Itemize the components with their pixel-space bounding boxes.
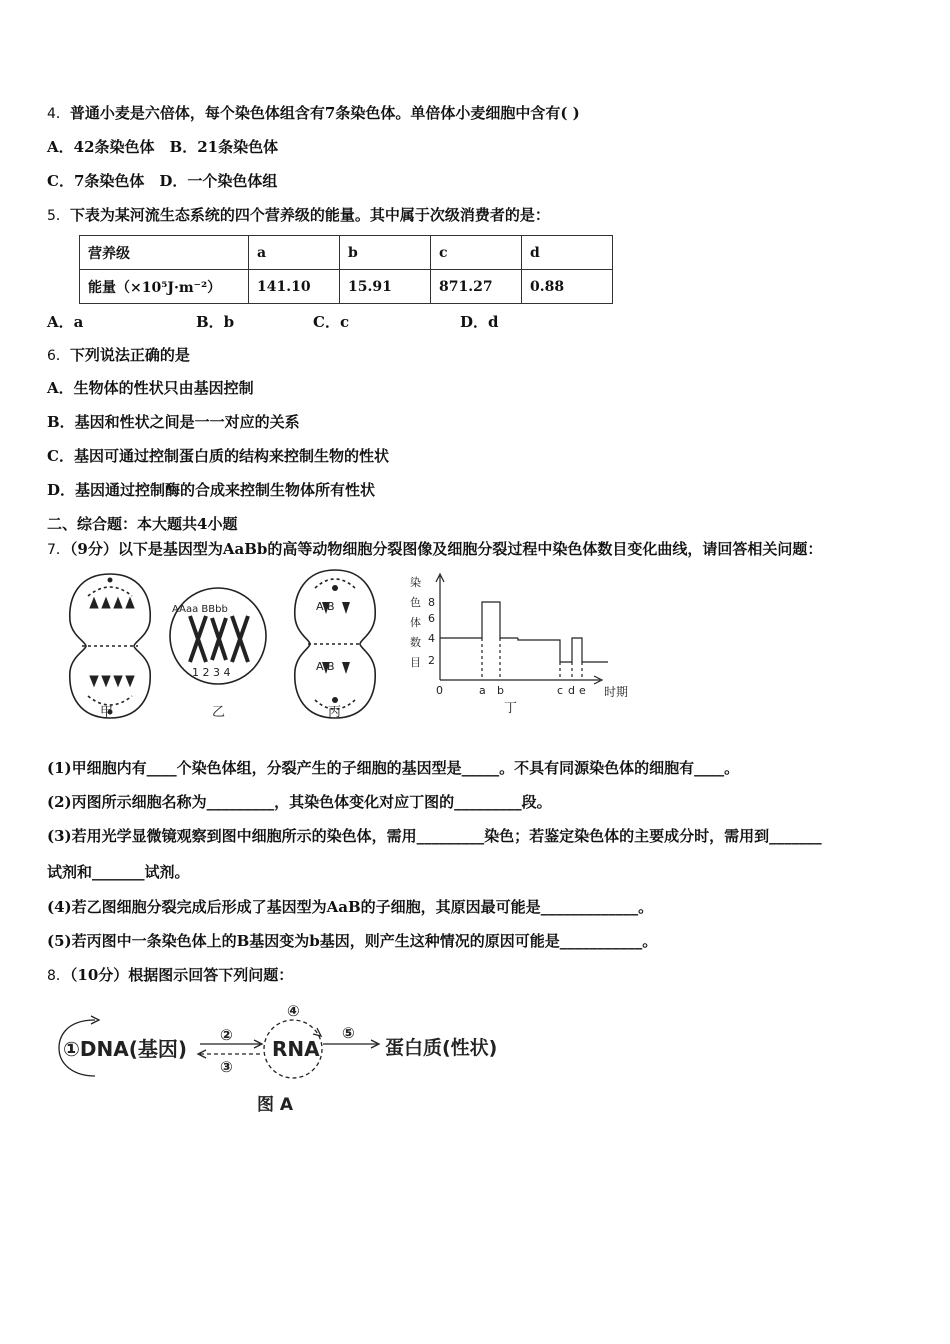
graph-xlabel: e <box>579 684 586 697</box>
graph-ylabel-char: 数 <box>410 636 421 649</box>
yi-numbers: 1 2 3 4 <box>192 666 231 679</box>
bing-top-genes: A B <box>316 600 335 613</box>
graph-xlabel: b <box>497 684 504 697</box>
graph-xlabel: 0 <box>436 684 443 697</box>
table-cell: a <box>249 236 340 270</box>
section-title: 二、综合题：本大题共4小题 <box>47 515 238 533</box>
q7-sub1: (1)甲细胞内有____个染色体组，分裂产生的子细胞的基因型是_____。不具有同源染色体的细胞有____。 <box>47 759 740 777</box>
q7-sub2: (2)丙图所示细胞名称为_________，其染色体变化对应丁图的_________段。 <box>47 793 552 811</box>
yi-letters: AAaa BBbb <box>172 604 228 615</box>
rna-label: RNA <box>272 1037 320 1061</box>
protein-label: 蛋白质(性状) <box>385 1037 498 1059</box>
graph-ylabel-char: 色 <box>410 596 421 609</box>
arrow-4-label: ④ <box>287 1002 300 1020</box>
option-c: C．c <box>313 313 350 331</box>
table-cell: 0.88 <box>522 270 613 304</box>
q6-stem: 6．下列说法正确的是 <box>47 346 190 364</box>
bing-bottom-genes: A B <box>316 660 335 673</box>
graph-ytick: 4 <box>428 632 435 645</box>
arrow-2-label: ② <box>220 1026 233 1044</box>
graph-ytick: 8 <box>428 596 435 609</box>
graph-ytick: 2 <box>428 654 435 667</box>
q6-option-c: C．基因可通过控制蛋白质的结构来控制生物的性状 <box>47 447 389 465</box>
option-a: A．a <box>47 313 84 331</box>
graph-xlabel: c <box>557 684 564 697</box>
figure-label-jia: 甲 <box>100 705 114 720</box>
table-cell: 141.10 <box>249 270 340 304</box>
option-b: B．b <box>196 313 235 331</box>
table-cell: 871.27 <box>431 270 522 304</box>
table-cell: 能量（×10⁵J·m⁻²） <box>80 270 249 304</box>
table-row <box>80 270 613 304</box>
table-cell: 营养级 <box>80 236 249 270</box>
energy-table <box>79 235 613 304</box>
cell-division-figure <box>60 566 650 726</box>
q5-stem: 5．下表为某河流生态系统的四个营养级的能量。其中属于次级消费者的是： <box>47 206 550 224</box>
table-cell: b <box>340 236 431 270</box>
q4-stem: 4．普通小麦是六倍体，每个染色体组含有7条染色体。单倍体小麦细胞中含有( ) <box>47 104 580 122</box>
figure-caption: 图 A <box>257 1095 294 1115</box>
q4-options-row2: C．7条染色体 D．一个染色体组 <box>47 172 278 190</box>
central-dogma-figure <box>55 998 555 1123</box>
q7-sub3-line1: (3)若用光学显微镜观察到图中细胞所示的染色体，需用_________染色；若鉴定染色体的主要成分时，需用到_______ <box>47 827 822 845</box>
q7-sub4: (4)若乙图细胞分裂完成后形成了基因型为AaB的子细胞，其原因最可能是_____________。 <box>47 898 654 916</box>
table-row <box>80 236 613 270</box>
q8-stem: 8．（10分）根据图示回答下列问题： <box>47 966 294 984</box>
table-cell: 15.91 <box>340 270 431 304</box>
table-cell: c <box>431 236 522 270</box>
graph-ylabel-char: 染 <box>410 576 421 589</box>
q4-options-row1: A．42条染色体 B．21条染色体 <box>47 138 279 156</box>
q7-sub5: (5)若丙图中一条染色体上的B基因变为b基因，则产生这种情况的原因可能是___________。 <box>47 932 658 950</box>
graph-ytick: 6 <box>428 612 435 625</box>
graph-ylabel-char: 目 <box>410 656 421 669</box>
arrow-5-label: ⑤ <box>342 1024 355 1042</box>
q7-sub3-line2: 试剂和_______试剂。 <box>47 863 190 881</box>
q7-stem: 7．（9分）以下是基因型为AaBb的高等动物细胞分裂图像及细胞分裂过程中染色体数目变化曲线，请回答相关问题： <box>47 540 823 558</box>
arrow-3-label: ③ <box>220 1058 233 1076</box>
graph-xlabel: d <box>568 684 575 697</box>
figure-label-yi: 乙 <box>212 705 226 720</box>
q6-option-a: A．生物体的性状只由基因控制 <box>47 379 254 397</box>
figure-label-ding: 丁 <box>504 701 518 716</box>
figure-label-bing: 丙 <box>328 705 342 720</box>
option-d: D．d <box>460 313 499 331</box>
dna-label: ①DNA(基因) <box>63 1037 188 1061</box>
graph-xlabel: a <box>479 684 486 697</box>
q6-option-b: B．基因和性状之间是一一对应的关系 <box>47 413 300 431</box>
graph-xaxis-label: 时期 <box>604 685 629 699</box>
table-cell: d <box>522 236 613 270</box>
graph-ylabel-char: 体 <box>410 616 421 629</box>
q6-option-d: D．基因通过控制酶的合成来控制生物体所有性状 <box>47 481 376 499</box>
